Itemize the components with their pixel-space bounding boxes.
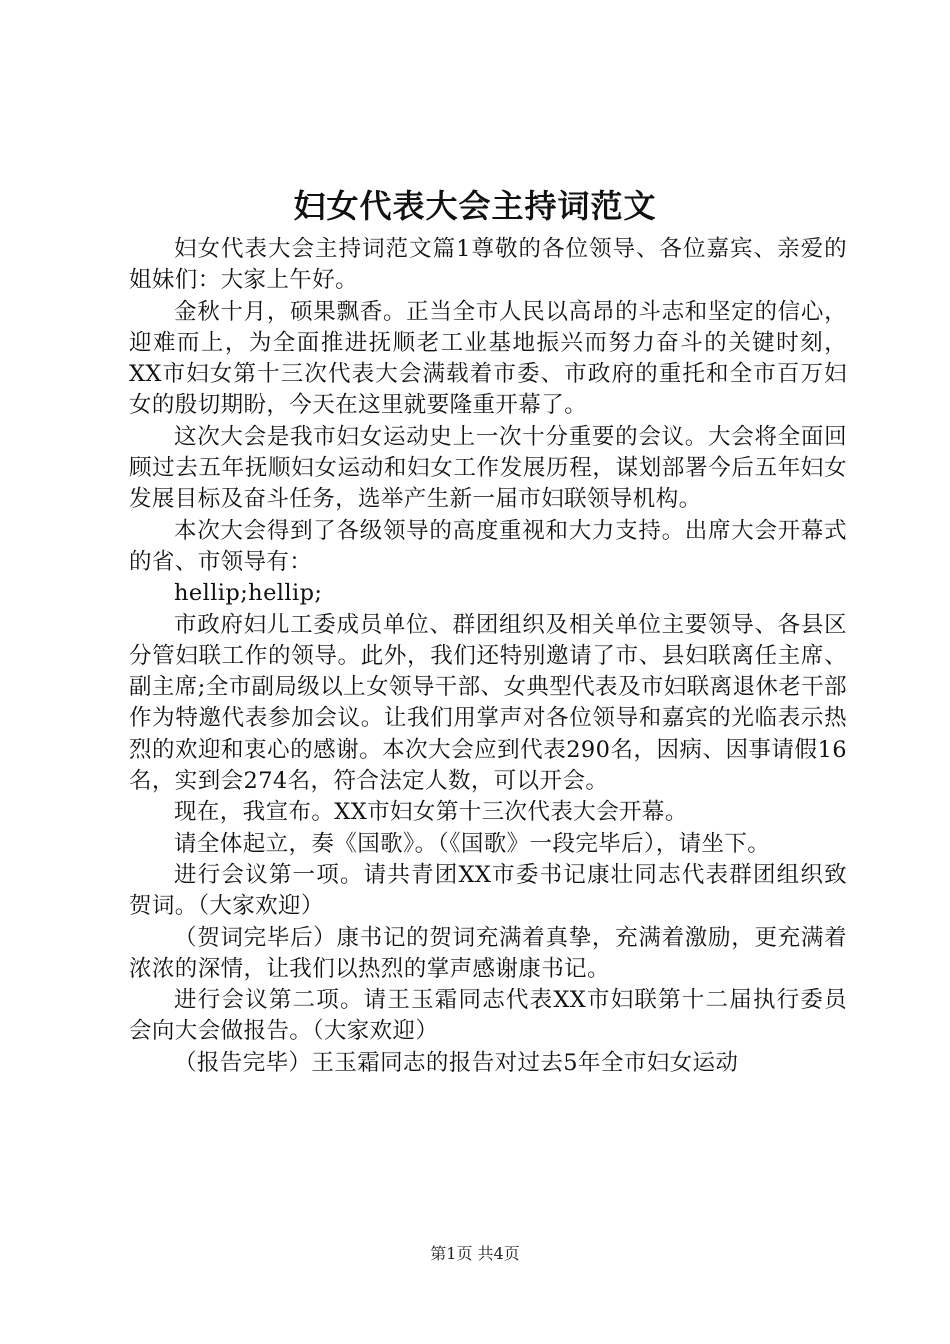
page-footer: 第1页 共4页: [430, 1244, 520, 1263]
paragraph: （报告完毕）王玉霜同志的报告对过去5年全市妇女运动: [174, 1049, 739, 1076]
paragraph: 金秋十月，硕果飘香。正当全市人民以高昂的斗志和坚定的信心，迎难而上，为全面推进抚顺老工业基地振兴而努力奋斗的关键时刻，XX市妇女第十三次代表大会满载着市委、市政府的重托和全市百万妇女的殷切期盼，今天在这里就要隆重开幕了。: [129, 298, 847, 419]
document-body: [129, 234, 847, 1079]
paragraph: 这次大会是我市妇女运动史上一次十分重要的会议。大会将全面回顾过去五年抚顺妇女运动和妇女工作发展历程，谋划部署今后五年妇女发展目标及奋斗任务，选举产生新一届市妇联领导机构。: [129, 423, 847, 513]
paragraph: 进行会议第一项。请共青团XX市委书记康壮同志代表群团组织致贺词。（大家欢迎）: [129, 861, 847, 920]
document-title: 妇女代表大会主持词范文: [293, 187, 657, 225]
paragraph: 请全体起立，奏《国歌》。（《国歌》一段完毕后），请坐下。: [174, 830, 771, 857]
paragraph: （贺词完毕后）康书记的贺词充满着真挚，充满着激励，更充满着浓浓的深情，让我们以热烈的掌声感谢康书记。: [129, 924, 847, 982]
paragraph: 进行会议第二项。请王玉霜同志代表XX市妇联第十二届执行委员会向大会做报告。（大家欢迎）: [129, 987, 847, 1045]
paragraph: 妇女代表大会主持词范文篇1尊敬的各位领导、各位嘉宾、亲爱的姐妹们：大家上午好。: [129, 236, 847, 294]
paragraph: hellip;hellip;: [174, 580, 323, 607]
paragraph: 市政府妇儿工委成员单位、群团组织及相关单位主要领导、各县区分管妇联工作的领导。此外，我们还特别邀请了市、县妇联离任主席、副主席;全市副局级以上女领导干部、女典型代表及市妇联离退休老干部作为特邀代表参加会议。让我们用掌声对各位领导和嘉宾的光临表示热烈的欢迎和衷心的感谢。本次大会应到代表290名，因病、因事请假16名，实到会274名，符合法定人数，可以开会。: [129, 611, 847, 795]
paragraph: 现在，我宣布。XX市妇女第十三次代表大会开幕。: [174, 799, 688, 826]
paragraph: 本次大会得到了各级领导的高度重视和大力支持。出席大会开幕式的省、市领导有：: [129, 517, 847, 575]
